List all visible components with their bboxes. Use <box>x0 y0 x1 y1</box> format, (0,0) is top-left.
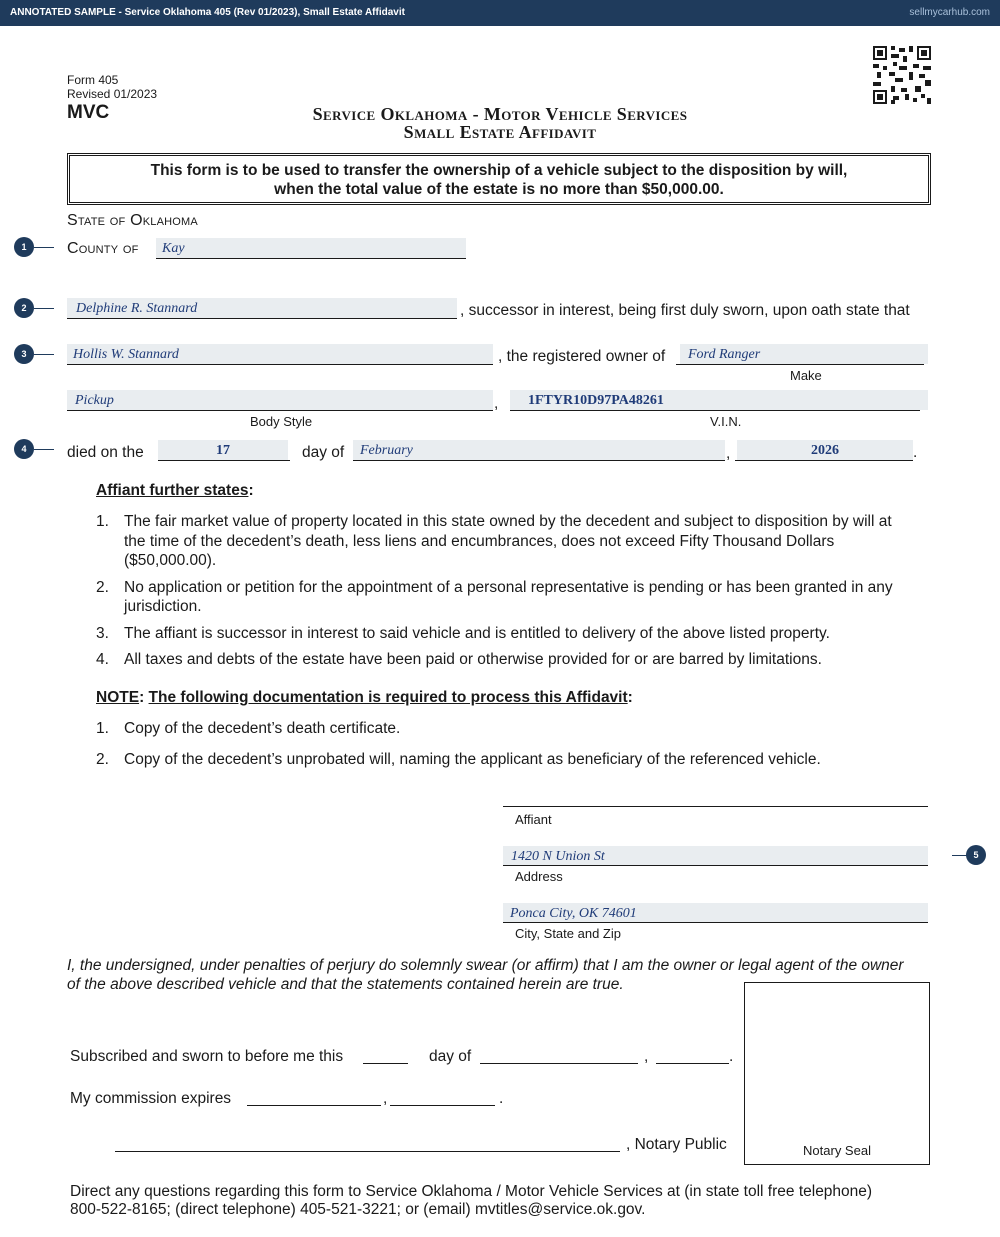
notice-line-2: when the total value of the estate is no more than $50,000.00. <box>274 181 724 198</box>
vin-underline <box>510 410 920 411</box>
state-label: State of Oklahoma <box>67 212 198 229</box>
city-state-zip-field[interactable] <box>503 903 928 923</box>
list-item-text: Copy of the decedent’s death certificate. <box>124 720 401 737</box>
death-year-value: 2026 <box>811 443 839 458</box>
form-title-agency: Service Oklahoma - Motor Vehicle Services <box>312 104 688 124</box>
affiant-name-field[interactable] <box>67 298 457 318</box>
annotation-leader-3 <box>34 354 54 355</box>
death-day-underline <box>158 460 290 461</box>
list-item <box>96 624 904 644</box>
list-item-number: 2. <box>96 578 109 596</box>
body-style-field[interactable] <box>67 390 493 410</box>
body-style-label: Body Style <box>250 414 313 429</box>
death-day-value: 17 <box>216 443 230 458</box>
statements-list <box>96 512 904 670</box>
death-period: . <box>913 444 918 461</box>
death-month-value: February <box>360 443 413 458</box>
annotation-marker-2: 2 <box>14 298 34 318</box>
city-state-zip-value: Ponca City, OK 74601 <box>510 906 637 921</box>
annotation-marker-4: 4 <box>14 439 34 459</box>
death-day-field[interactable] <box>158 440 288 460</box>
banner-title: ANNOTATED SAMPLE - Service Oklahoma 405 (Rev 01/2023), Small Estate Affidavit <box>10 7 405 18</box>
affiant-intro-text: , successor in interest, being first duly sworn, upon oath state that <box>460 302 910 319</box>
list-item-text: The affiant is successor in interest to said vehicle and is entitled to delivery of the above listed property. <box>124 624 830 642</box>
commission-text: My commission expires <box>70 1090 232 1107</box>
list-item-number: 2. <box>96 750 109 768</box>
vin-value: 1FTYR10D97PA48261 <box>528 393 664 408</box>
affiant-label: Affiant <box>515 812 552 827</box>
sworn-comma: , <box>644 1048 649 1065</box>
death-month-underline <box>353 460 725 461</box>
make-underline <box>676 364 924 365</box>
owner-name-value: Hollis W. Stannard <box>73 347 179 362</box>
vin-field[interactable] <box>510 390 928 410</box>
address-field[interactable] <box>503 846 928 866</box>
make-field[interactable] <box>680 344 928 364</box>
form-revision: Revised 01/2023 <box>67 87 158 101</box>
county-label: County of <box>67 240 139 257</box>
footer-line-1: Direct any questions regarding this form to Service Oklahoma / Motor Vehicle Services at (in state toll free telephone) <box>70 1183 873 1200</box>
top-banner <box>0 0 1000 26</box>
body-style-value: Pickup <box>75 393 114 408</box>
note-colon-2: : <box>627 689 633 706</box>
owner-text: , the registered owner of <box>498 348 666 365</box>
sworn-year-line[interactable] <box>656 1063 729 1064</box>
annotation-leader-1 <box>34 247 54 248</box>
address-label: Address <box>515 869 563 884</box>
death-year-field[interactable] <box>737 440 913 460</box>
death-month-comma: , <box>726 445 731 462</box>
vin-label: V.I.N. <box>710 414 742 429</box>
annotation-leader-2 <box>34 308 54 309</box>
list-item <box>96 512 904 571</box>
body-style-underline <box>67 410 493 411</box>
list-item-text: No application or petition for the appointment of a personal representative is pending or has been granted in any jurisdiction. <box>124 578 893 615</box>
affiant-name-value: Delphine R. Stannard <box>76 301 198 316</box>
county-value: Kay <box>162 241 185 256</box>
perjury-line-1: I, the undersigned, under penalties of perjury do solemnly swear (or affirm) that I am the owner or legal agent of the owner <box>67 957 904 974</box>
city-state-zip-underline <box>503 922 928 923</box>
body-style-comma: , <box>494 395 499 412</box>
list-item-text: The fair market value of property located in this state owned by the decedent and subject to disposition by will at the time of the decedent’s death, less liens and encumbrances, does not exceed Fifty Thousand Dollars ($50,000.00). <box>124 513 892 569</box>
commission-period: . <box>499 1090 504 1107</box>
county-underline <box>156 258 466 259</box>
death-month-field[interactable] <box>353 440 725 460</box>
division-code: MVC <box>67 102 110 123</box>
documentation-list <box>96 719 821 769</box>
note-heading-text: The following documentation is required to process this Affidavit <box>148 689 628 706</box>
sworn-day-line[interactable] <box>363 1063 408 1064</box>
sworn-period: . <box>729 1048 734 1065</box>
make-value: Ford Ranger <box>688 347 761 362</box>
form-number: Form 405 <box>67 73 119 87</box>
notary-seal-box <box>744 982 930 1165</box>
list-item-number: 3. <box>96 624 109 642</box>
sworn-month-line[interactable] <box>480 1063 638 1064</box>
list-item <box>96 750 821 770</box>
list-item-text: All taxes and debts of the estate have been paid or otherwise provided for or are barred by limitations. <box>124 651 822 668</box>
notice-box <box>67 153 931 205</box>
city-state-zip-label: City, State and Zip <box>515 926 621 941</box>
note-heading <box>96 689 633 707</box>
list-item-number: 1. <box>96 720 109 737</box>
died-on-label: died on the <box>67 444 144 461</box>
list-item <box>96 719 821 739</box>
notary-public-label: , Notary Public <box>626 1136 727 1153</box>
list-item <box>96 578 904 617</box>
affiant-name-underline <box>67 318 457 319</box>
county-field[interactable] <box>156 238 466 258</box>
qr-code-icon <box>873 46 931 104</box>
footer-line-2: 800-522-8165; (direct telephone) 405-521-3221; or (email) mvtitles@service.ok.gov. <box>70 1201 646 1218</box>
annotation-marker-1: 1 <box>14 237 34 257</box>
make-label: Make <box>790 368 822 383</box>
owner-name-underline <box>67 364 493 365</box>
notary-seal-label: Notary Seal <box>803 1143 871 1158</box>
sworn-day-of-label: day of <box>429 1048 472 1065</box>
banner-site-link[interactable]: sellmycarhub.com <box>909 7 990 18</box>
form-title: Small Estate Affidavit <box>403 122 597 142</box>
note-label: NOTE <box>96 689 140 706</box>
list-item-number: 4. <box>96 651 109 668</box>
notary-signature-line[interactable] <box>115 1151 620 1152</box>
owner-name-field[interactable] <box>67 344 493 364</box>
address-value: 1420 N Union St <box>511 849 605 864</box>
death-year-underline <box>735 460 913 461</box>
statements-heading <box>96 482 254 500</box>
footer-contact <box>70 1183 872 1219</box>
sworn-text: Subscribed and sworn to before me this <box>70 1048 344 1065</box>
list-item-number: 1. <box>96 513 109 530</box>
notice-line-1: This form is to be used to transfer the ownership of a vehicle subject to the disposition by will, <box>150 162 848 179</box>
affiant-signature-line[interactable] <box>503 806 928 807</box>
commission-year-line[interactable] <box>390 1105 495 1106</box>
statements-heading-colon: : <box>248 482 254 499</box>
annotation-marker-5: 5 <box>966 845 986 865</box>
note-colon: : <box>139 689 145 706</box>
address-underline <box>503 865 928 866</box>
day-of-label: day of <box>302 444 345 461</box>
statements-heading-text: Affiant further states <box>96 482 249 499</box>
list-item <box>96 650 904 670</box>
list-item-text: Copy of the decedent’s unprobated will, naming the applicant as beneficiary of the referenced vehicle. <box>124 750 821 768</box>
commission-comma: , <box>383 1090 388 1107</box>
annotation-leader-4 <box>34 449 54 450</box>
annotation-marker-3: 3 <box>14 344 34 364</box>
perjury-line-2: of the above described vehicle and that the statements contained herein are true. <box>67 976 624 993</box>
commission-date-line[interactable] <box>247 1105 381 1106</box>
